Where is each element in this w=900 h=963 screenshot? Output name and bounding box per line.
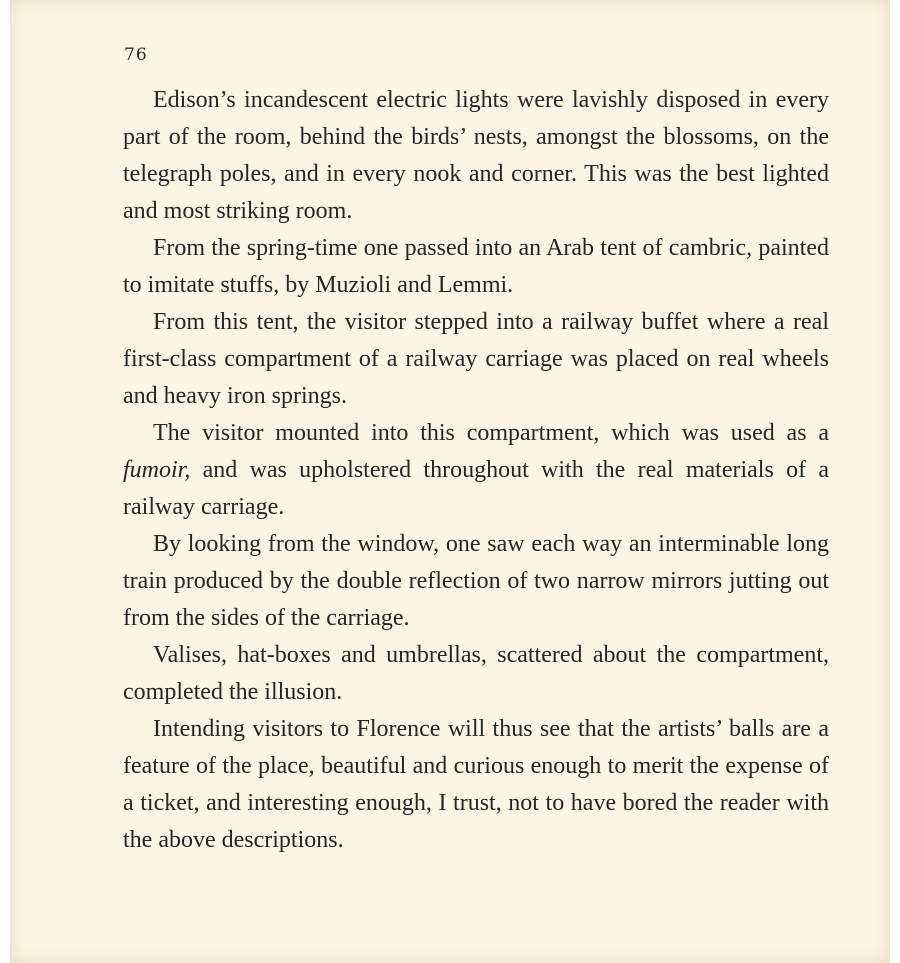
fumoir-emphasis: fumoir, [123,457,191,483]
paragraph-4-start: The visitor mounted into this compartment, which was used as a [153,420,829,446]
book-page [10,0,890,963]
paragraph-4-end: and was upholstered throughout with the real materials of a railway carriage. [123,457,829,520]
body-text [123,82,829,859]
paragraph-4 [123,415,829,526]
paragraph-6: Valises, hat-boxes and umbrellas, scattered about the compartment, completed the illusion. [123,642,829,705]
paragraph-7: Intending visitors to Florence will thus see that the artists’ balls are a feature of the place, beautiful and curious enough to merit the expense of a ticket, and interesting enough, I trust, not to have bored the reader with the above descriptions. [123,716,829,853]
page-number: 76 [124,45,148,65]
paragraph-1: Edison’s incandescent electric lights were lavishly disposed in every part of the room, behind the birds’ nests, amongst the blossoms, on the telegraph poles, and in every nook and corner. This was the best lighted and most striking room. [123,87,829,224]
paragraph-2: From the spring-time one passed into an Arab tent of cambric, painted to imitate stuffs, by Muzioli and Lemmi. [123,235,829,298]
paragraph-5: By looking from the window, one saw each way an interminable long train produced by the double reflection of two narrow mirrors jutting out from the sides of the carriage. [123,531,829,631]
paragraph-3: From this tent, the visitor stepped into a railway buffet where a real first-class compartment of a railway carriage was placed on real wheels and heavy iron springs. [123,309,829,409]
